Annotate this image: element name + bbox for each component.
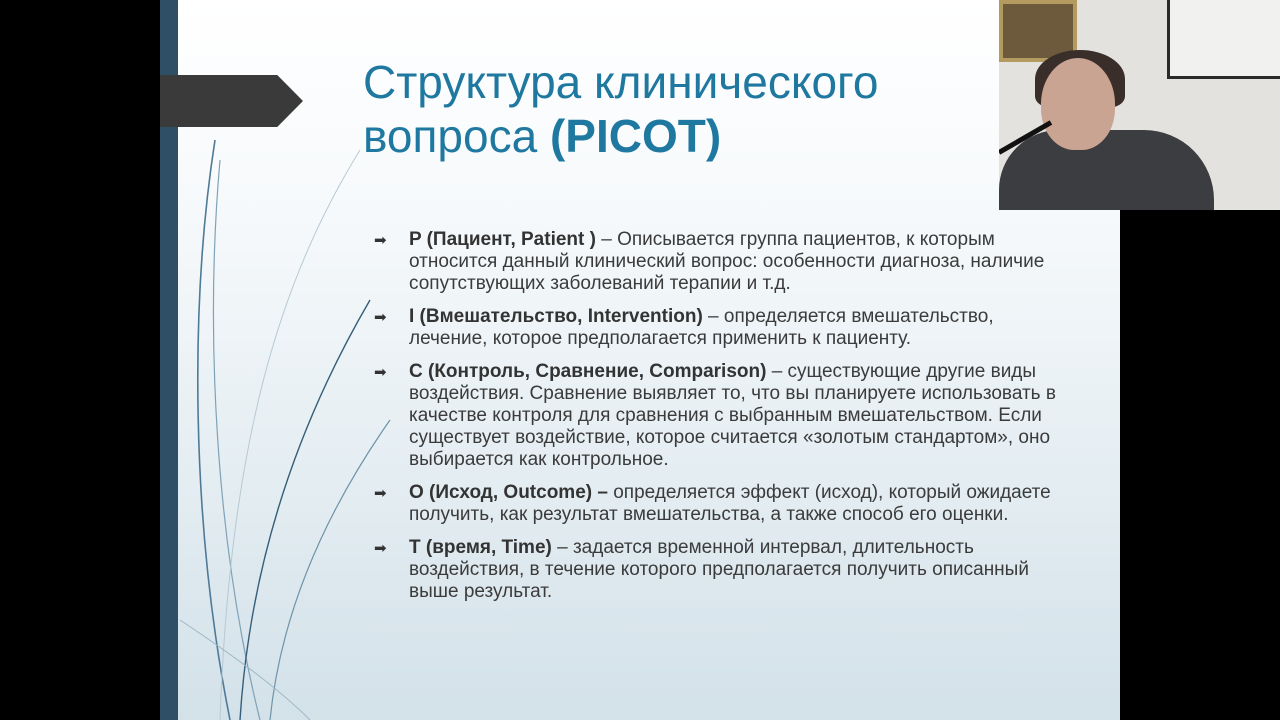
list-item bbox=[374, 537, 1074, 603]
list-item bbox=[374, 229, 1074, 295]
arrow-bullet-icon: ➡ bbox=[374, 540, 387, 557]
arrow-bullet-icon: ➡ bbox=[374, 309, 387, 326]
item-term: P (Пациент, Patient ) bbox=[409, 229, 596, 250]
item-text: – существующие другие виды воздействия. Сравнение выявляет то, что вы планируете использовать в качестве контроля для сравнения с выбранным вмешательством. Если существует воздействие, которое считается «золотым стандартом», оно выбирается как контрольное. bbox=[409, 361, 1056, 470]
arrow-bullet-icon: ➡ bbox=[374, 232, 387, 249]
wall-board bbox=[1167, 0, 1280, 79]
list-item bbox=[374, 306, 1074, 350]
item-term: O (Исход, Outcome) – bbox=[409, 482, 608, 503]
arrow-bullet-icon: ➡ bbox=[374, 364, 387, 381]
item-text: – задается временной интервал, длительность воздействия, в течение которого предполагается получить описанный выше результат. bbox=[409, 537, 1029, 602]
item-term: T (время, Time) bbox=[409, 537, 552, 558]
bullet-list bbox=[374, 229, 1074, 614]
item-text: определяется эффект (исход), который ожидаете получить, как результат вмешательства, а также способ его оценки. bbox=[409, 482, 1051, 525]
slide-title-acronym: (PICOT) bbox=[549, 110, 722, 162]
list-item bbox=[374, 482, 1074, 526]
slide-title bbox=[363, 55, 1003, 163]
arrow-bullet-icon: ➡ bbox=[374, 485, 387, 502]
item-text: – Описывается группа пациентов, к которым относится данный клинический вопрос: особенности диагноза, наличие сопутствующих заболеваний терапии и т.д. bbox=[409, 229, 1045, 294]
item-term: C (Контроль, Сравнение, Comparison) bbox=[409, 361, 767, 382]
webcam-overlay bbox=[999, 0, 1280, 210]
speaker-body bbox=[999, 130, 1214, 210]
list-item bbox=[374, 361, 1074, 471]
presentation-slide bbox=[160, 0, 1120, 720]
item-text: – определяется вмешательство, лечение, которое предполагается применить к пациенту. bbox=[409, 306, 994, 349]
item-term: I (Вмешательство, Intervention) bbox=[409, 306, 703, 327]
slide-title-text: Структура клинического вопроса bbox=[363, 56, 879, 162]
speaker-face bbox=[1041, 58, 1115, 150]
